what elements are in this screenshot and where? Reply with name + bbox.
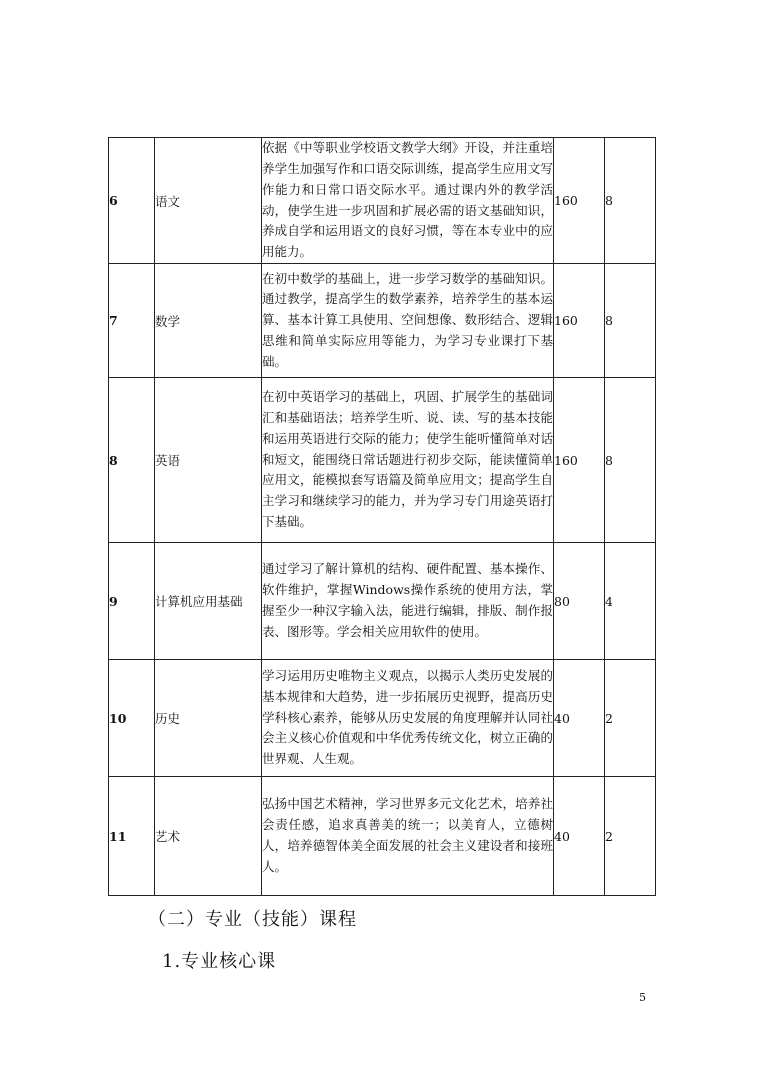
table-row — [109, 543, 656, 660]
course-number: 11 — [109, 777, 155, 896]
course-description: 在初中英语学习的基础上，巩固、扩展学生的基础词汇和基础语法；培养学生听、说、读、写的基本技能和运用英语进行交际的能力；使学生能听懂简单对话和短文，能围绕日常话题进行初步交际，能读懂简单应用文，能模拟套写语篇及简单应用文；提高学生自主学习和继续学习的能力，并为学习专门用途英语打下基础。 — [262, 378, 554, 543]
course-name: 计算机应用基础 — [155, 543, 262, 660]
table-row — [109, 264, 656, 378]
table-row — [109, 138, 656, 264]
course-number: 9 — [109, 543, 155, 660]
course-description: 弘扬中国艺术精神，学习世界多元文化艺术，培养社会责任感，追求真善美的统一；以美育人，立德树人，培养德智体美全面发展的社会主义建设者和接班人。 — [262, 777, 554, 896]
course-hours: 80 — [554, 543, 605, 660]
course-description: 在初中数学的基础上，进一步学习数学的基础知识。通过教学，提高学生的数学素养，培养学生的基本运算、基本计算工具使用、空间想像、数形结合、逻辑思维和简单实际应用等能力，为学习专业课打下基础。 — [262, 264, 554, 378]
course-description: 依据《中等职业学校语文教学大纲》开设，并注重培养学生加强写作和口语交际训练，提高学生应用文写作能力和日常口语交际水平。通过课内外的教学活动，使学生进一步巩固和扩展必需的语文基础知识，养成自学和运用语文的良好习惯，等在本专业中的应用能力。 — [262, 138, 554, 264]
course-credits: 8 — [605, 138, 656, 264]
course-hours: 40 — [554, 777, 605, 896]
course-name: 数学 — [155, 264, 262, 378]
course-description: 学习运用历史唯物主义观点，以揭示人类历史发展的基本规律和大趋势，进一步拓展历史视野，提高历史学科核心素养，能够从历史发展的角度理解并认同社会主义核心价值观和中华优秀传统文化，树立正确的世界观、人生观。 — [262, 660, 554, 777]
table-row — [109, 777, 656, 896]
course-name: 语文 — [155, 138, 262, 264]
section-heading: （二）专业（技能）课程 — [148, 909, 357, 930]
page-number: 5 — [639, 991, 646, 1004]
course-credits: 2 — [605, 660, 656, 777]
course-name: 历史 — [155, 660, 262, 777]
course-number: 7 — [109, 264, 155, 378]
course-description: 通过学习了解计算机的结构、硬件配置、基本操作、软件维护，掌握Windows操作系统的使用方法，掌握至少一种汉字输入法，能进行编辑，排版、制作报表、图形等。学会相关应用软件的使用。 — [262, 543, 554, 660]
table-row — [109, 660, 656, 777]
table-row — [109, 378, 656, 543]
course-hours: 40 — [554, 660, 605, 777]
course-number: 10 — [109, 660, 155, 777]
course-credits: 8 — [605, 378, 656, 543]
course-credits: 8 — [605, 264, 656, 378]
course-table — [108, 137, 656, 896]
course-name: 英语 — [155, 378, 262, 543]
course-credits: 4 — [605, 543, 656, 660]
course-credits: 2 — [605, 777, 656, 896]
course-hours: 160 — [554, 378, 605, 543]
course-hours: 160 — [554, 264, 605, 378]
course-number: 8 — [109, 378, 155, 543]
course-hours: 160 — [554, 138, 605, 264]
course-number: 6 — [109, 138, 155, 264]
course-name: 艺术 — [155, 777, 262, 896]
subsection-heading: 1.专业核心课 — [162, 951, 277, 972]
